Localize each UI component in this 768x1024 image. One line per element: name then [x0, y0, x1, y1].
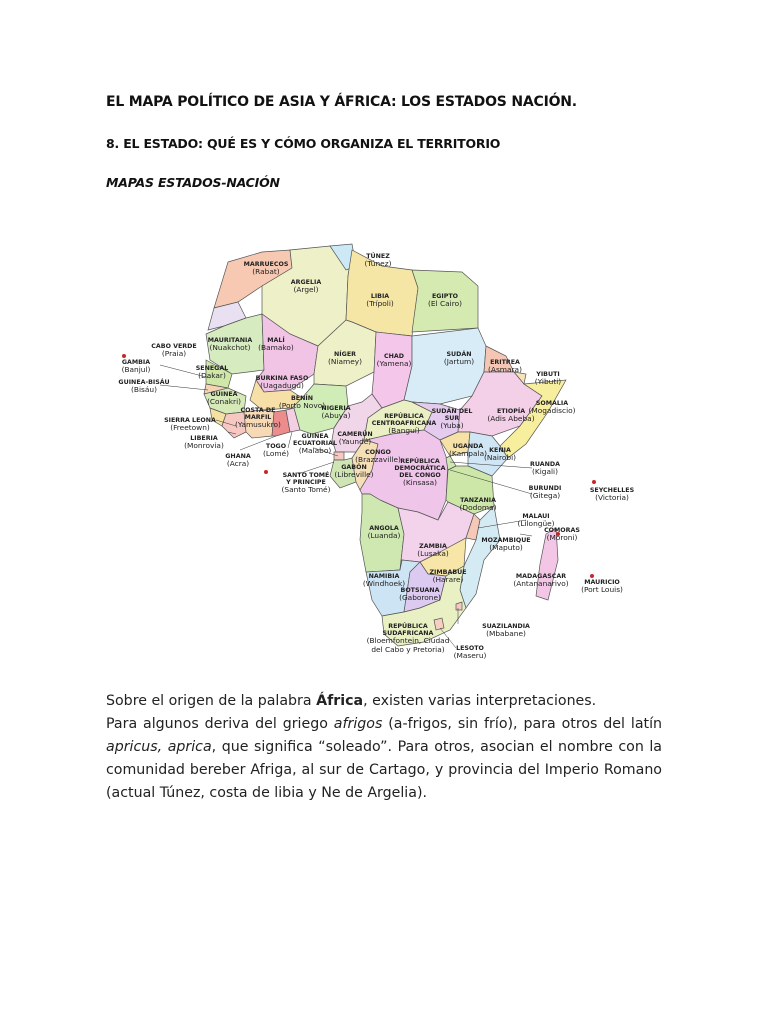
capital-name: (Kinsasa)	[402, 478, 438, 487]
country-name: BURUNDI	[528, 485, 562, 492]
country-name: ARGELIA	[290, 279, 322, 286]
country-name: SANTO TOMÉ	[282, 472, 330, 479]
country-name: REPÚBLICA	[400, 458, 440, 465]
capital-name: (Dodoma)	[459, 503, 497, 512]
map-label-tunez	[365, 251, 392, 268]
section-heading: 8. EL ESTADO: QUÉ ES Y CÓMO ORGANIZA EL TERRITORIO	[106, 136, 501, 151]
capital-name: (Santo Tomé)	[281, 485, 331, 494]
capital-name: (Mbabane)	[486, 629, 526, 638]
capital-name: (Luanda)	[367, 531, 401, 540]
country-name: SIERRA LEONA	[164, 417, 216, 424]
capital-name: (Jartum)	[443, 357, 475, 366]
country-name: ECUATORIAL	[293, 440, 337, 447]
capital-name: (Port Louis)	[581, 585, 623, 594]
country-name: MARFIL	[244, 414, 272, 421]
country-name: CENTROAFRICANA	[371, 420, 437, 427]
capital-name: (Victoria)	[595, 493, 629, 502]
capital-name: (Rabat)	[252, 267, 280, 276]
map-label-angola	[368, 525, 401, 540]
capital-name: (Argel)	[293, 285, 319, 294]
country-name: TOGO	[265, 443, 287, 450]
map-label-togo	[263, 443, 289, 458]
map-label-burundi	[529, 485, 562, 500]
capital-name: (Yuba)	[440, 421, 464, 430]
country-name: ETIOPÍA	[496, 408, 526, 415]
country-name: LESOTO	[456, 645, 484, 652]
capital-name: (El Cairo)	[428, 299, 462, 308]
country-name: YIBUTI	[536, 371, 560, 378]
country-name: GUINEA-BISÁU	[118, 379, 170, 386]
capital-name: (Acra)	[226, 459, 250, 468]
country-name: SUDAFRICANA	[382, 630, 434, 637]
capital-name: (Conakri)	[206, 397, 242, 406]
africa-political-map	[112, 206, 660, 670]
country-name: MALAUI	[522, 513, 550, 520]
map-label-guinea	[207, 391, 241, 406]
capital-name: (Yamena)	[376, 359, 412, 368]
africa-word: África	[316, 693, 364, 709]
capital-name: (Bloemfontein, Ciudad	[366, 636, 450, 645]
capital-name: (Windhoek)	[362, 579, 406, 588]
country-name: MARRUECOS	[243, 261, 289, 268]
capital-name: (Monrovia)	[184, 441, 224, 450]
map-label-ghana	[225, 453, 251, 468]
map-label-suazilandia	[482, 623, 530, 638]
country-name: TANZANIA	[460, 497, 496, 504]
country-name: EGIPTO	[431, 293, 459, 300]
map-label-seychelles	[590, 487, 635, 502]
capital-name: (Kigali)	[532, 467, 558, 476]
map-label-argelia	[291, 279, 322, 294]
map-label-comoras	[544, 527, 580, 542]
subsection-heading: MAPAS ESTADOS-NACIÓN	[106, 175, 280, 190]
map-label-nigeria	[321, 405, 350, 420]
capital-name: (Adis Abeba)	[487, 414, 535, 423]
capital-name: (Antananarivo)	[513, 579, 569, 588]
capital-name: (Bamako)	[258, 343, 294, 352]
capital-name: (Nairobi)	[483, 453, 517, 462]
country-name: NIGERIA	[321, 405, 351, 412]
capital-name: (Harare)	[432, 575, 464, 584]
capital-name: (Nuakchot)	[209, 343, 251, 352]
map-label-sudan	[444, 349, 474, 366]
map-label-madagascar	[513, 573, 568, 588]
country-name: SUR	[444, 415, 460, 422]
map-label-mauricio	[581, 579, 623, 594]
map-label-senegal	[196, 365, 228, 380]
country-name: NAMIBIA	[368, 573, 400, 580]
capital-name: (Moroni)	[546, 533, 578, 542]
map-label-egipto	[428, 293, 462, 308]
map-label-tanzania	[460, 497, 497, 512]
capital-name: (Niamey)	[328, 357, 362, 366]
body-text	[106, 690, 662, 805]
country-name: LIBERIA	[190, 435, 218, 442]
capital-name: (Yamusukro)	[235, 420, 281, 429]
capital-name: (Bisáu)	[131, 385, 157, 394]
country-name: ERITREA	[490, 359, 520, 366]
map-label-zimbabue	[429, 569, 466, 584]
paragraph-etymology: Para algunos deriva del griego afrigos (a-frigos, sin frío), para otros del latín apricus, aprica, que significa “soleado”. Para otros, asocian el nombre con la comunidad bereber Afriga, al sur de Cartago, y provincia del Imperio Romano (actual Túnez, costa de libia y Ne de Argelia).	[106, 716, 663, 801]
country-name: UGANDA	[452, 443, 484, 450]
capital-name: (Banguí)	[388, 426, 420, 435]
map-label-lesoto	[454, 645, 487, 660]
capital-name: (Praia)	[161, 349, 187, 358]
map-label-sierra-leona	[164, 417, 216, 432]
capital-name: (Dakar)	[198, 371, 226, 380]
map-label-uganda	[449, 443, 487, 458]
country-name: BURKINA FASO	[255, 375, 309, 382]
country-name: CAMERÚN	[337, 431, 373, 438]
country-name: BENÍN	[291, 395, 313, 402]
country-name: GABÓN	[341, 464, 367, 471]
country-name: SENEGAL	[195, 365, 229, 372]
country-name: ZIMBABUE	[429, 569, 467, 576]
capital-name: (Mogadiscio)	[528, 406, 576, 415]
map-label-zambia	[417, 543, 449, 558]
map-label-camerun	[337, 429, 372, 446]
map-label-ruanda	[530, 461, 560, 476]
country-name: REPÚBLICA	[384, 413, 424, 420]
capital-name: (Yibuti)	[534, 377, 562, 386]
country-name: REPÚBLICA	[388, 623, 428, 630]
capital-name: (Trípoli)	[366, 299, 394, 308]
capital-name: (Lusaka)	[417, 549, 449, 558]
map-label-gambia	[122, 359, 151, 374]
country-name: SUDÁN DEL	[431, 408, 473, 415]
country-name: SOMALIA	[535, 400, 569, 407]
country-name: SUAZILANDIA	[482, 623, 530, 630]
country-name: COSTA DE	[240, 407, 276, 414]
capital-name: (Banjul)	[121, 365, 151, 374]
country-name: Y PRINCIPE	[286, 479, 326, 486]
capital-name: (Maputo)	[489, 543, 523, 552]
capital-name: (Túnez)	[364, 259, 392, 268]
country-name: LIBIA	[370, 293, 390, 300]
capital-name: (Maseru)	[453, 651, 487, 660]
country-name: COMORAS	[544, 527, 580, 534]
map-label-burkina	[256, 375, 309, 390]
country-name: RUANDA	[529, 461, 561, 468]
map-label-mauritania	[208, 337, 253, 352]
country-name: BOTSUANA	[400, 587, 440, 594]
capital-name: (Yaundé)	[338, 437, 372, 446]
country-guinea-ec	[334, 452, 344, 460]
capital-name: (Lomé)	[262, 449, 290, 458]
country-name: GAMBIA	[121, 359, 151, 366]
capital-name: (Malabo)	[298, 446, 332, 455]
paragraph-intro: Sobre el origen de la palabra África, existen varias interpretaciones.	[106, 693, 597, 709]
capital-name: del Cabo y Pretoria)	[371, 645, 445, 654]
map-label-malaui	[517, 513, 554, 528]
map-label-namibia	[363, 573, 405, 588]
country-name: MAURITANIA	[207, 337, 253, 344]
document-title: EL MAPA POLÍTICO DE ASIA Y ÁFRICA: LOS ESTADOS NACIÓN.	[106, 94, 577, 110]
map-label-yibuti	[535, 371, 562, 386]
capital-name: (Asmara)	[488, 365, 522, 374]
country-name: MALÍ	[267, 337, 285, 344]
map-label-botsuana	[399, 587, 441, 602]
country-name: NÍGER	[334, 351, 356, 358]
country-name: SEYCHELLES	[589, 487, 635, 494]
capital-name: (Kampala)	[448, 449, 488, 458]
capital-name: (Lilongüe)	[517, 519, 555, 528]
country-name: CONGO	[365, 449, 391, 456]
capital-name: (Brazzaville)	[355, 455, 401, 464]
capital-name: (Uagadugú)	[260, 381, 304, 390]
country-name: MAURICIO	[584, 579, 620, 586]
country-lesoto	[434, 618, 444, 630]
country-name: CHAD	[384, 353, 404, 360]
capital-name: (Gitega)	[529, 491, 561, 500]
country-name: GUINEA	[210, 391, 238, 398]
country-name: DEL CONGO	[399, 472, 441, 479]
country-name: GUINEA	[301, 433, 329, 440]
map-label-eritrea	[488, 359, 522, 374]
capital-name: (Abuya)	[321, 411, 351, 420]
map-label-santo-tome	[282, 470, 331, 494]
country-name: MADAGASCAR	[515, 573, 567, 580]
capital-name: (Freetown)	[170, 423, 210, 432]
country-name: ZAMBIA	[419, 543, 447, 550]
capital-name: (Gaborone)	[399, 593, 441, 602]
country-name: ANGOLA	[369, 525, 399, 532]
country-name: GHANA	[225, 453, 251, 460]
country-name: SUDÁN	[446, 351, 472, 358]
country-name: TÚNEZ	[366, 253, 390, 260]
country-name: CABO VERDE	[151, 343, 197, 350]
country-name: DEMOCRÁTICA	[394, 465, 446, 472]
capital-name: (Libreville)	[334, 470, 374, 479]
country-name: MOZAMBIQUE	[481, 537, 531, 544]
capital-name: (Porto Novo)	[278, 401, 326, 410]
country-name: KENIA	[489, 447, 511, 454]
